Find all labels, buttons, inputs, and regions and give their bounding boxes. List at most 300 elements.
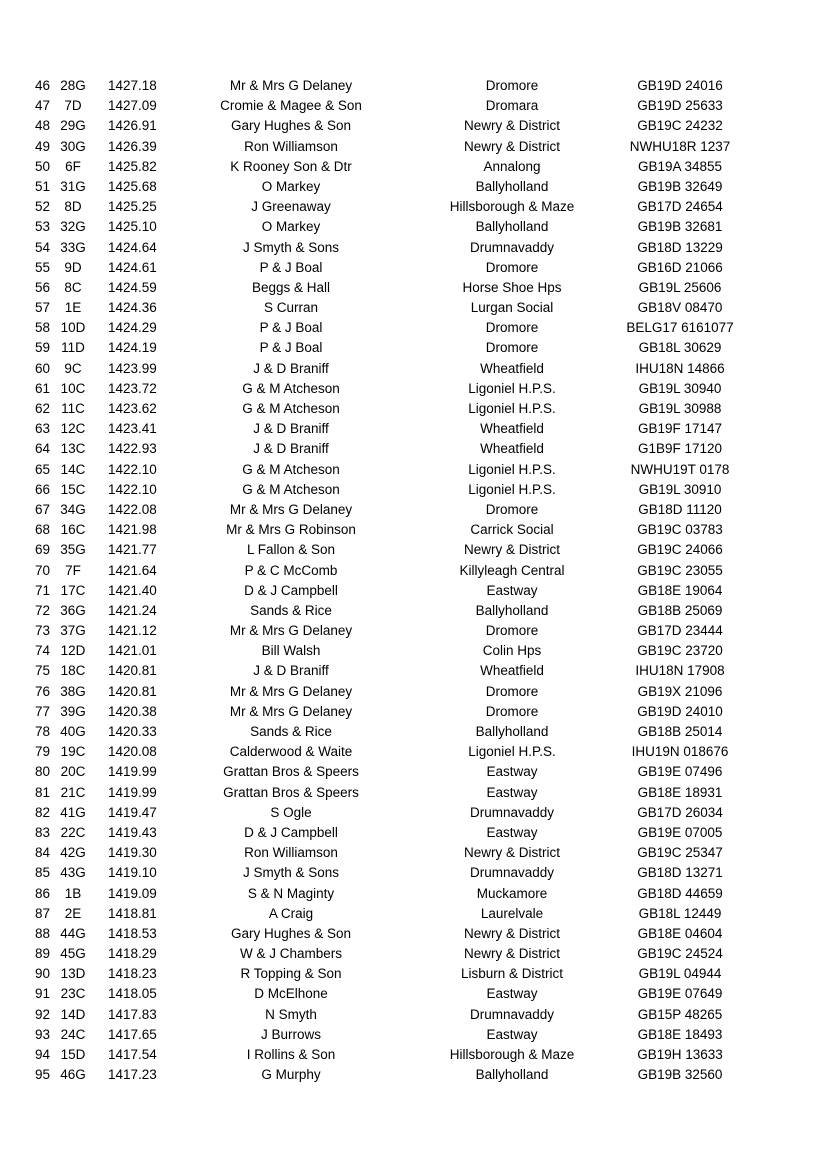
table-row <box>0 722 827 742</box>
fancier-name-cell: Mr & Mrs G Delaney <box>229 78 353 93</box>
club-cell: Ligoniel H.P.S. <box>468 481 556 497</box>
velocity-cell: 1419.10 <box>108 865 157 881</box>
table-row <box>0 419 827 439</box>
table-row <box>0 96 827 116</box>
fancier-name-cell: G & M Atcheson <box>242 481 340 497</box>
ring-number-cell: G1B9F 17120 <box>637 441 723 457</box>
position-cell: 71 <box>34 582 50 598</box>
section-code-cell: 9D <box>64 259 82 275</box>
section-code-cell: 18C <box>60 663 86 679</box>
section-code-cell: 16C <box>60 522 86 538</box>
club-cell: Drumnavaddy <box>469 804 555 820</box>
section-code-cell: 14D <box>60 1006 86 1022</box>
velocity-cell: 1417.23 <box>108 1067 157 1083</box>
section-code-cell: 9C <box>64 360 82 376</box>
ring-number-cell: GB18L 12449 <box>638 905 722 921</box>
ring-number-cell: GB19B 32560 <box>637 1067 723 1083</box>
fancier-name-cell: J & D Braniff <box>253 663 329 679</box>
club-cell: Eastway <box>486 824 538 840</box>
ring-number-cell: GB16D 21066 <box>637 259 723 275</box>
position-cell: 88 <box>34 925 50 941</box>
club-cell: Colin Hps <box>482 643 542 659</box>
ring-number-cell: BELG17 6161077 <box>626 320 734 336</box>
position-cell: 81 <box>34 784 50 800</box>
club-cell: Wheatfield <box>480 663 544 679</box>
table-row <box>0 884 827 904</box>
club-cell: Hillsborough & Maze <box>449 1047 575 1062</box>
table-row <box>0 480 827 500</box>
velocity-cell: 1418.05 <box>108 986 157 1002</box>
velocity-cell: 1425.25 <box>108 199 157 215</box>
section-code-cell: 45G <box>60 946 86 962</box>
table-row <box>0 338 827 358</box>
ring-number-cell: GB19C 23720 <box>637 643 723 659</box>
section-code-cell: 7D <box>64 98 82 114</box>
position-cell: 92 <box>34 1006 50 1022</box>
velocity-cell: 1420.33 <box>108 724 157 739</box>
table-row <box>0 258 827 278</box>
table-row <box>0 944 827 964</box>
club-cell: Newry & District <box>463 845 560 861</box>
table-row <box>0 581 827 601</box>
position-cell: 65 <box>34 461 50 477</box>
fancier-name-cell: P & J Boal <box>259 340 323 356</box>
velocity-cell: 1424.19 <box>108 340 157 356</box>
ring-number-cell: GB19H 13633 <box>637 1047 723 1062</box>
ring-number-cell: GB19C 24524 <box>637 946 723 962</box>
fancier-name-cell: Mr & Mrs G Delaney <box>229 703 353 719</box>
table-row <box>0 904 827 924</box>
club-cell: Ligoniel H.P.S. <box>468 380 556 396</box>
fancier-name-cell: J Smyth & Sons <box>242 865 340 881</box>
club-cell: Dromore <box>485 501 539 517</box>
club-cell: Eastway <box>486 1026 538 1042</box>
fancier-name-cell: Gary Hughes & Son <box>230 118 352 134</box>
position-cell: 94 <box>34 1047 50 1062</box>
club-cell: Drumnavaddy <box>469 239 555 255</box>
position-cell: 51 <box>34 178 50 194</box>
ring-number-cell: GB19E 07005 <box>637 824 723 840</box>
position-cell: 83 <box>34 824 50 840</box>
fancier-name-cell: J & D Braniff <box>253 441 329 457</box>
club-cell: Ballyholland <box>475 219 549 235</box>
position-cell: 76 <box>34 683 50 699</box>
velocity-cell: 1419.43 <box>108 824 157 840</box>
section-code-cell: 24C <box>60 1026 86 1042</box>
ring-number-cell: GB19F 17147 <box>637 421 723 437</box>
club-cell: Newry & District <box>463 925 560 941</box>
results-table <box>0 76 827 1085</box>
fancier-name-cell: Beggs & Hall <box>251 279 331 295</box>
velocity-cell: 1421.77 <box>108 542 157 558</box>
club-cell: Laurelvale <box>480 905 544 921</box>
section-code-cell: 11D <box>61 340 85 356</box>
ring-number-cell: GB18E 18493 <box>637 1026 723 1042</box>
velocity-cell: 1418.23 <box>108 966 157 982</box>
ring-number-cell: GB19L 30910 <box>638 481 722 497</box>
ring-number-cell: GB19L 30988 <box>638 401 722 416</box>
fancier-name-cell: G Murphy <box>261 1067 321 1083</box>
fancier-name-cell: P & J Boal <box>259 320 323 336</box>
table-row <box>0 318 827 338</box>
table-row <box>0 1045 827 1065</box>
velocity-cell: 1422.08 <box>108 501 157 517</box>
fancier-name-cell: S Curran <box>263 300 319 316</box>
section-code-cell: 6F <box>65 158 81 174</box>
club-cell: Carrick Social <box>470 522 554 538</box>
velocity-cell: 1425.68 <box>108 178 157 194</box>
section-code-cell: 33G <box>60 239 86 255</box>
club-cell: Muckamore <box>476 885 548 901</box>
fancier-name-cell: J Smyth & Sons <box>242 239 340 255</box>
section-code-cell: 8D <box>64 199 82 215</box>
table-row <box>0 298 827 318</box>
table-row <box>0 238 827 258</box>
velocity-cell: 1421.12 <box>108 623 157 639</box>
ring-number-cell: GB19C 03783 <box>637 522 723 538</box>
club-cell: Ballyholland <box>475 178 549 194</box>
ring-number-cell: GB17D 24654 <box>637 199 723 215</box>
fancier-name-cell: J Burrows <box>260 1026 321 1042</box>
velocity-cell: 1423.99 <box>108 360 157 376</box>
club-cell: Ligoniel H.P.S. <box>468 401 556 416</box>
ring-number-cell: GB18E 04604 <box>637 925 723 941</box>
club-cell: Killyleagh Central <box>459 562 565 578</box>
table-row <box>0 843 827 863</box>
club-cell: Eastway <box>486 582 538 598</box>
section-code-cell: 37G <box>60 623 86 639</box>
position-cell: 89 <box>34 946 50 962</box>
position-cell: 86 <box>34 885 50 901</box>
club-cell: Dromore <box>485 340 539 356</box>
section-code-cell: 2E <box>64 905 82 921</box>
velocity-cell: 1418.53 <box>108 925 157 941</box>
velocity-cell: 1422.93 <box>108 441 157 457</box>
club-cell: Ballyholland <box>475 724 549 739</box>
fancier-name-cell: J & D Braniff <box>253 360 329 376</box>
table-row <box>0 863 827 883</box>
velocity-cell: 1417.54 <box>108 1047 157 1062</box>
fancier-name-cell: D & J Campbell <box>244 824 338 840</box>
table-row <box>0 197 827 217</box>
velocity-cell: 1421.98 <box>108 522 157 538</box>
fancier-name-cell: K Rooney Son & Dtr <box>230 158 352 174</box>
table-row <box>0 177 827 197</box>
ring-number-cell: NWHU19T 0178 <box>630 461 730 477</box>
fancier-name-cell: G & M Atcheson <box>242 380 340 396</box>
club-cell: Horse Shoe Hps <box>462 279 562 295</box>
velocity-cell: 1421.24 <box>108 602 157 618</box>
ring-number-cell: GB18D 44659 <box>637 885 723 901</box>
position-cell: 73 <box>34 623 50 639</box>
fancier-name-cell: R Topping & Son <box>240 966 342 982</box>
ring-number-cell: IHU18N 17908 <box>635 663 725 679</box>
ring-number-cell: GB19L 25606 <box>638 279 722 295</box>
velocity-cell: 1419.47 <box>108 804 157 820</box>
position-cell: 95 <box>34 1067 50 1083</box>
velocity-cell: 1424.29 <box>108 320 157 336</box>
ring-number-cell: GB18E 19064 <box>637 582 723 598</box>
section-code-cell: 46G <box>60 1067 86 1083</box>
ring-number-cell: GB18L 30629 <box>638 340 722 356</box>
position-cell: 61 <box>34 380 50 396</box>
club-cell: Lisburn & District <box>460 966 564 982</box>
fancier-name-cell: Bill Walsh <box>261 643 321 659</box>
table-row <box>0 500 827 520</box>
ring-number-cell: GB19C 23055 <box>637 562 723 578</box>
section-code-cell: 36G <box>60 602 86 618</box>
position-cell: 85 <box>34 865 50 881</box>
ring-number-cell: GB15P 48265 <box>637 1006 723 1022</box>
club-cell: Ligoniel H.P.S. <box>468 744 556 760</box>
table-row <box>0 460 827 480</box>
fancier-name-cell: S Ogle <box>270 804 312 820</box>
table-row <box>0 399 827 419</box>
table-row <box>0 682 827 702</box>
fancier-name-cell: W & J Chambers <box>239 946 343 962</box>
table-row <box>0 217 827 237</box>
table-row <box>0 783 827 803</box>
section-code-cell: 13D <box>60 966 86 982</box>
position-cell: 64 <box>34 441 50 457</box>
position-cell: 54 <box>34 239 50 255</box>
table-row <box>0 1005 827 1025</box>
position-cell: 62 <box>34 401 50 416</box>
table-row <box>0 641 827 661</box>
club-cell: Wheatfield <box>480 421 544 437</box>
position-cell: 75 <box>34 663 50 679</box>
table-row <box>0 157 827 177</box>
velocity-cell: 1417.65 <box>108 1026 157 1042</box>
position-cell: 66 <box>34 481 50 497</box>
club-cell: Hillsborough & Maze <box>449 199 575 215</box>
velocity-cell: 1425.82 <box>108 158 157 174</box>
fancier-name-cell: O Markey <box>261 178 321 194</box>
velocity-cell: 1421.64 <box>108 562 157 578</box>
table-row <box>0 621 827 641</box>
velocity-cell: 1419.09 <box>108 885 157 901</box>
club-cell: Newry & District <box>463 138 560 154</box>
ring-number-cell: GB19X 21096 <box>637 683 723 699</box>
fancier-name-cell: Cromie & Magee & Son <box>220 98 362 114</box>
club-cell: Eastway <box>486 986 538 1002</box>
velocity-cell: 1420.81 <box>108 663 157 679</box>
table-row <box>0 823 827 843</box>
position-cell: 87 <box>34 905 50 921</box>
table-row <box>0 702 827 722</box>
table-row <box>0 742 827 762</box>
fancier-name-cell: N Smyth <box>265 1006 317 1022</box>
section-code-cell: 23C <box>60 986 86 1002</box>
section-code-cell: 32G <box>60 219 86 235</box>
table-row <box>0 924 827 944</box>
velocity-cell: 1419.99 <box>108 764 157 780</box>
club-cell: Drumnavaddy <box>469 1006 555 1022</box>
position-cell: 80 <box>34 764 50 780</box>
ring-number-cell: GB19A 34855 <box>637 158 723 174</box>
ring-number-cell: GB18D 11120 <box>638 501 722 517</box>
table-row <box>0 601 827 621</box>
fancier-name-cell: Gary Hughes & Son <box>230 925 352 941</box>
position-cell: 68 <box>34 522 50 538</box>
table-row <box>0 1065 827 1085</box>
ring-number-cell: GB19D 24016 <box>637 78 723 93</box>
section-code-cell: 28G <box>60 78 86 93</box>
fancier-name-cell: Sands & Rice <box>250 602 332 618</box>
table-row <box>0 137 827 157</box>
velocity-cell: 1419.30 <box>108 845 157 861</box>
position-cell: 50 <box>34 158 50 174</box>
ring-number-cell: GB18E 18931 <box>637 784 723 800</box>
velocity-cell: 1424.64 <box>108 239 157 255</box>
fancier-name-cell: Ron Williamson <box>244 138 338 154</box>
ring-number-cell: IHU18N 14866 <box>635 360 725 376</box>
club-cell: Dromara <box>485 98 539 114</box>
velocity-cell: 1422.10 <box>108 461 157 477</box>
section-code-cell: 38G <box>60 683 86 699</box>
fancier-name-cell: J Greenaway <box>251 199 331 215</box>
ring-number-cell: GB19E 07649 <box>637 986 723 1002</box>
club-cell: Drumnavaddy <box>469 865 555 881</box>
section-code-cell: 8C <box>64 279 82 295</box>
section-code-cell: 39G <box>60 703 86 719</box>
ring-number-cell: GB19B 32649 <box>637 178 723 194</box>
fancier-name-cell: D McElhone <box>254 986 328 1002</box>
velocity-cell: 1424.61 <box>108 259 157 275</box>
section-code-cell: 10C <box>60 380 86 396</box>
table-row <box>0 803 827 823</box>
section-code-cell: 11C <box>61 401 85 416</box>
club-cell: Dromore <box>485 703 539 719</box>
fancier-name-cell: Mr & Mrs G Delaney <box>229 683 353 699</box>
club-cell: Ballyholland <box>475 602 549 618</box>
section-code-cell: 29G <box>60 118 86 134</box>
ring-number-cell: GB19L 04944 <box>638 966 722 982</box>
position-cell: 67 <box>34 501 50 517</box>
section-code-cell: 35G <box>60 542 86 558</box>
section-code-cell: 1B <box>64 885 82 901</box>
section-code-cell: 15D <box>60 1047 86 1062</box>
section-code-cell: 42G <box>60 845 86 861</box>
table-row <box>0 984 827 1004</box>
velocity-cell: 1427.18 <box>108 78 157 93</box>
position-cell: 72 <box>34 602 50 618</box>
position-cell: 56 <box>34 279 50 295</box>
velocity-cell: 1421.01 <box>108 643 157 659</box>
fancier-name-cell: Sands & Rice <box>250 724 332 739</box>
velocity-cell: 1425.10 <box>108 219 157 235</box>
section-code-cell: 17C <box>60 582 86 598</box>
velocity-cell: 1423.41 <box>108 421 157 437</box>
fancier-name-cell: P & J Boal <box>259 259 323 275</box>
position-cell: 84 <box>34 845 50 861</box>
table-row <box>0 76 827 96</box>
section-code-cell: 1E <box>64 300 82 316</box>
ring-number-cell: GB19C 24232 <box>637 118 723 134</box>
fancier-name-cell: O Markey <box>261 219 321 235</box>
ring-number-cell: GB18D 13229 <box>637 239 723 255</box>
ring-number-cell: GB17D 23444 <box>637 623 723 639</box>
club-cell: Newry & District <box>463 118 560 134</box>
ring-number-cell: GB19B 32681 <box>637 219 723 235</box>
position-cell: 60 <box>34 360 50 376</box>
position-cell: 55 <box>34 259 50 275</box>
fancier-name-cell: L Fallon & Son <box>246 542 336 558</box>
position-cell: 90 <box>34 966 50 982</box>
fancier-name-cell: Calderwood & Waite <box>229 744 353 760</box>
fancier-name-cell: S & N Maginty <box>247 885 335 901</box>
table-row <box>0 762 827 782</box>
velocity-cell: 1426.91 <box>108 118 157 134</box>
ring-number-cell: GB17D 26034 <box>637 804 723 820</box>
section-code-cell: 44G <box>60 925 86 941</box>
fancier-name-cell: Grattan Bros & Speers <box>223 784 359 800</box>
ring-number-cell: GB19C 25347 <box>637 845 723 861</box>
club-cell: Newry & District <box>463 542 560 558</box>
section-code-cell: 41G <box>60 804 86 820</box>
ring-number-cell: GB19D 25633 <box>637 98 723 114</box>
club-cell: Ligoniel H.P.S. <box>468 461 556 477</box>
ring-number-cell: GB19E 07496 <box>637 764 723 780</box>
club-cell: Dromore <box>485 259 539 275</box>
position-cell: 77 <box>34 703 50 719</box>
position-cell: 57 <box>34 300 50 316</box>
table-row <box>0 439 827 459</box>
fancier-name-cell: A Craig <box>268 905 314 921</box>
fancier-name-cell: Grattan Bros & Speers <box>223 764 359 780</box>
position-cell: 70 <box>34 562 50 578</box>
ring-number-cell: GB19C 24066 <box>637 542 723 558</box>
table-row <box>0 359 827 379</box>
section-code-cell: 31G <box>60 178 86 194</box>
ring-number-cell: GB18B 25069 <box>637 602 723 618</box>
club-cell: Annalong <box>483 158 541 174</box>
ring-number-cell: GB19D 24010 <box>637 703 723 719</box>
table-row <box>0 116 827 136</box>
section-code-cell: 21C <box>60 784 86 800</box>
position-cell: 48 <box>34 118 50 134</box>
ring-number-cell: GB18B 25014 <box>637 724 723 739</box>
fancier-name-cell: G & M Atcheson <box>242 461 340 477</box>
velocity-cell: 1420.08 <box>108 744 157 760</box>
position-cell: 79 <box>34 744 50 760</box>
ring-number-cell: GB18D 13271 <box>637 865 723 881</box>
club-cell: Lurgan Social <box>470 300 554 316</box>
velocity-cell: 1424.36 <box>108 300 157 316</box>
club-cell: Wheatfield <box>480 441 544 457</box>
fancier-name-cell: G & M Atcheson <box>242 401 340 416</box>
fancier-name-cell: Ron Williamson <box>244 845 338 861</box>
velocity-cell: 1420.38 <box>108 703 157 719</box>
velocity-cell: 1420.81 <box>108 683 157 699</box>
position-cell: 74 <box>34 643 50 659</box>
table-row <box>0 540 827 560</box>
velocity-cell: 1423.62 <box>108 401 157 416</box>
position-cell: 82 <box>34 804 50 820</box>
ring-number-cell: GB18V 08470 <box>637 300 723 316</box>
club-cell: Newry & District <box>463 946 560 962</box>
table-row <box>0 379 827 399</box>
section-code-cell: 43G <box>60 865 86 881</box>
section-code-cell: 12C <box>60 421 86 437</box>
club-cell: Dromore <box>485 320 539 336</box>
table-row <box>0 1025 827 1045</box>
velocity-cell: 1418.81 <box>108 905 157 921</box>
table-row <box>0 278 827 298</box>
club-cell: Ballyholland <box>475 1067 549 1083</box>
position-cell: 59 <box>34 340 50 356</box>
table-row <box>0 661 827 681</box>
